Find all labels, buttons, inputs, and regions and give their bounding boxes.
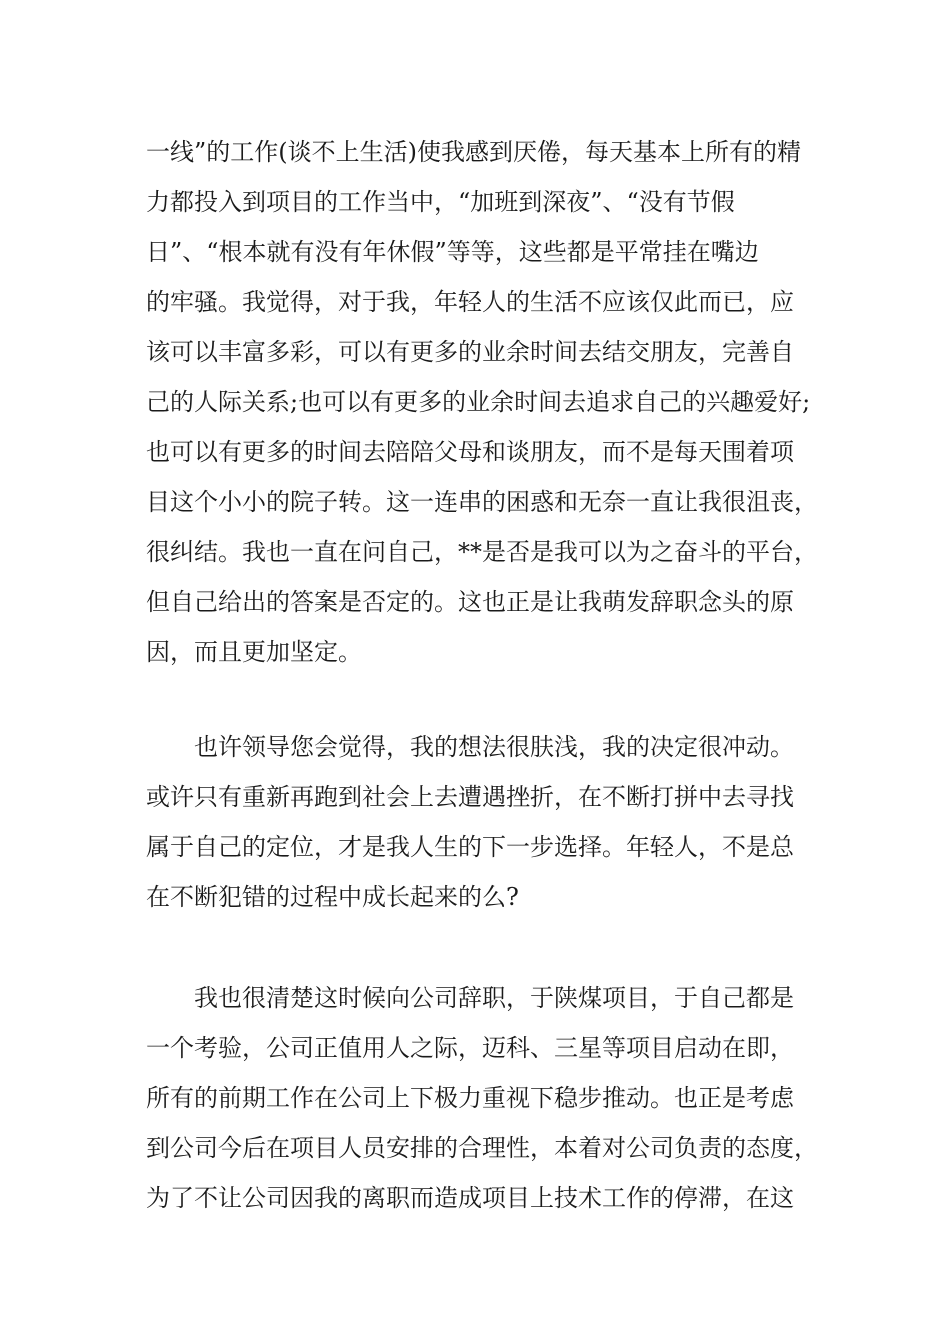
paragraph-line: 的牢骚。我觉得，对于我，年轻人的生活不应该仅此而已，应 bbox=[146, 288, 794, 316]
paragraph-line: 所有的前期工作在公司上下极力重视下稳步推动。也正是考虑 bbox=[146, 1084, 794, 1112]
paragraph-line: 很纠结。我也一直在问自己，**是否是我可以为之奋斗的平台， bbox=[146, 538, 818, 566]
paragraph-line: 到公司今后在项目人员安排的合理性，本着对公司负责的态度， bbox=[146, 1134, 818, 1162]
paragraph-1 bbox=[146, 127, 818, 677]
paragraph-line: 一个考验，公司正值用人之际，迈科、三星等项目启动在即， bbox=[146, 1034, 794, 1062]
paragraph-line: 也可以有更多的时间去陪陪父母和谈朋友，而不是每天围着项 bbox=[146, 438, 794, 466]
paragraph-line: 但自己给出的答案是否定的。这也正是让我萌发辞职念头的原 bbox=[146, 588, 794, 616]
paragraph-line: 或许只有重新再跑到社会上去遭遇挫折，在不断打拼中去寻找 bbox=[146, 783, 794, 811]
paragraph-line: 属于自己的定位，才是我人生的下一步选择。年轻人，不是总 bbox=[146, 833, 794, 861]
paragraph-line: 一线”的工作(谈不上生活)使我感到厌倦，每天基本上所有的精 bbox=[146, 138, 801, 166]
paragraph-2 bbox=[146, 722, 806, 922]
paragraph-line: 日”、“根本就有没有年休假”等等，这些都是平常挂在嘴边 bbox=[146, 238, 759, 266]
paragraph-line: 为了不让公司因我的离职而造成项目上技术工作的停滞，在这 bbox=[146, 1184, 794, 1212]
paragraph-line: 力都投入到项目的工作当中，“加班到深夜”、“没有节假 bbox=[146, 188, 735, 216]
paragraph-line: 己的人际关系;也可以有更多的业余时间去追求自己的兴趣爱好; bbox=[146, 388, 811, 416]
paragraph-line: 该可以丰富多彩，可以有更多的业余时间去结交朋友，完善自 bbox=[146, 338, 794, 366]
paragraph-line: 也许领导您会觉得，我的想法很肤浅，我的决定很冲动。 bbox=[194, 733, 794, 761]
paragraph-line: 目这个小小的院子转。这一连串的困惑和无奈一直让我很沮丧， bbox=[146, 488, 818, 516]
paragraph-3 bbox=[146, 973, 818, 1223]
paragraph-line: 在不断犯错的过程中成长起来的么? bbox=[146, 883, 519, 911]
paragraph-line: 因，而且更加坚定。 bbox=[146, 638, 362, 666]
paragraph-line: 我也很清楚这时候向公司辞职，于陕煤项目，于自己都是 bbox=[194, 984, 794, 1012]
